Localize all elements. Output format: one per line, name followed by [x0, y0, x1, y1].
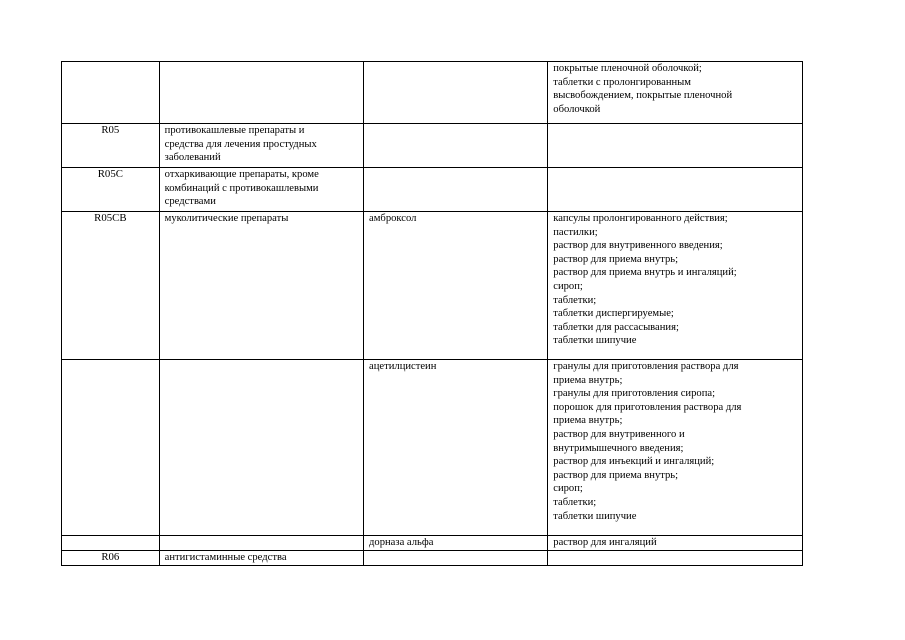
dosage-form-line: сироп; [553, 483, 583, 495]
dosage-form-line: таблетки для рассасывания; [553, 321, 679, 333]
drug-name-cell [364, 551, 548, 566]
dosage-form-line: внутримышечного введения; [553, 442, 684, 454]
dosage-form-line: таблетки диспергируемые; [553, 308, 674, 320]
atc-code-cell [62, 536, 160, 551]
dosage-forms-cell [548, 212, 803, 360]
atc-code-cell [62, 168, 160, 212]
dosage-form-line: оболочкой [553, 103, 601, 115]
dosage-form-line: сироп; [553, 280, 583, 292]
group-name-cell [159, 536, 363, 551]
dosage-forms-cell [548, 124, 803, 168]
dosage-form-line: таблетки; [553, 496, 597, 508]
dosage-form-line: раствор для инъекций и ингаляций; [553, 456, 715, 468]
table-row [62, 168, 803, 212]
drug-name: дорназа альфа [369, 537, 434, 548]
drug-name: ацетилцистеин [369, 361, 437, 372]
atc-code: R05CB [94, 212, 127, 224]
dosage-form-line: раствор для внутривенного введения; [553, 240, 723, 252]
drug-name-cell [364, 536, 548, 551]
drug-name-cell [364, 360, 548, 536]
dosage-form-line: раствор для приема внутрь; [553, 469, 679, 481]
dosage-forms-cell [548, 536, 803, 551]
atc-code-cell [62, 124, 160, 168]
dosage-form-line: таблетки шипучие [553, 335, 637, 347]
table-body [62, 62, 803, 566]
atc-code: R06 [101, 551, 120, 563]
table-row [62, 551, 803, 566]
table-row [62, 124, 803, 168]
group-name-cell [159, 212, 363, 360]
dosage-form-line: раствор для приема внутрь; [553, 253, 679, 265]
group-name-line: средствами [164, 196, 216, 208]
dosage-form-line: раствор для ингаляций [553, 537, 657, 548]
atc-code: R05 [101, 124, 120, 136]
drug-classification-table [61, 61, 803, 566]
dosage-form-line: раствор для внутривенного и [553, 428, 685, 440]
dosage-form-line: гранулы для приготовления раствора для [553, 361, 739, 372]
atc-code-cell [62, 212, 160, 360]
drug-name-cell [364, 62, 548, 124]
table-row [62, 536, 803, 551]
group-name-line: средства для лечения простудных [164, 138, 317, 150]
dosage-forms-cell [548, 360, 803, 536]
dosage-form-line: таблетки с пролонгированным [553, 76, 691, 88]
dosage-form-line: высвобождением, покрытые пленочной [553, 90, 733, 102]
group-name-line: комбинаций с противокашлевыми [164, 182, 319, 194]
drug-name-cell [364, 168, 548, 212]
atc-code: R05C [97, 168, 123, 180]
drug-name: амброксол [369, 213, 417, 224]
group-name-cell [159, 168, 363, 212]
drug-name-cell [364, 212, 548, 360]
group-name-cell [159, 551, 363, 566]
dosage-form-line: раствор для приема внутрь и ингаляций; [553, 267, 737, 279]
table-row [62, 62, 803, 124]
dosage-form-line: приема внутрь; [553, 374, 623, 386]
atc-code-cell [62, 62, 160, 124]
dosage-forms-cell [548, 62, 803, 124]
dosage-form-line: пастилки; [553, 226, 598, 238]
dosage-form-line: покрытые пленочной оболочкой; [553, 63, 702, 74]
dosage-form-line: таблетки шипучие [553, 510, 637, 522]
dosage-form-line: приема внутрь; [553, 415, 623, 427]
dosage-forms-cell [548, 551, 803, 566]
group-name-cell [159, 124, 363, 168]
atc-code-cell [62, 551, 160, 566]
atc-code-cell [62, 360, 160, 536]
table-row [62, 212, 803, 360]
drug-name-cell [364, 124, 548, 168]
group-name-line: заболеваний [164, 152, 221, 164]
group-name-line: противокашлевые препараты и [164, 125, 305, 136]
dosage-forms-cell [548, 168, 803, 212]
dosage-form-line: гранулы для приготовления сиропа; [553, 388, 716, 400]
dosage-form-line: капсулы пролонгированного действия; [553, 213, 728, 224]
group-name-cell [159, 360, 363, 536]
group-name-line: отхаркивающие препараты, кроме [164, 169, 319, 180]
table-row [62, 360, 803, 536]
group-name-line: антигистаминные средства [164, 552, 287, 563]
dosage-form-line: порошок для приготовления раствора для [553, 401, 742, 413]
group-name-line: муколитические препараты [164, 213, 289, 224]
dosage-form-line: таблетки; [553, 294, 597, 306]
group-name-cell [159, 62, 363, 124]
